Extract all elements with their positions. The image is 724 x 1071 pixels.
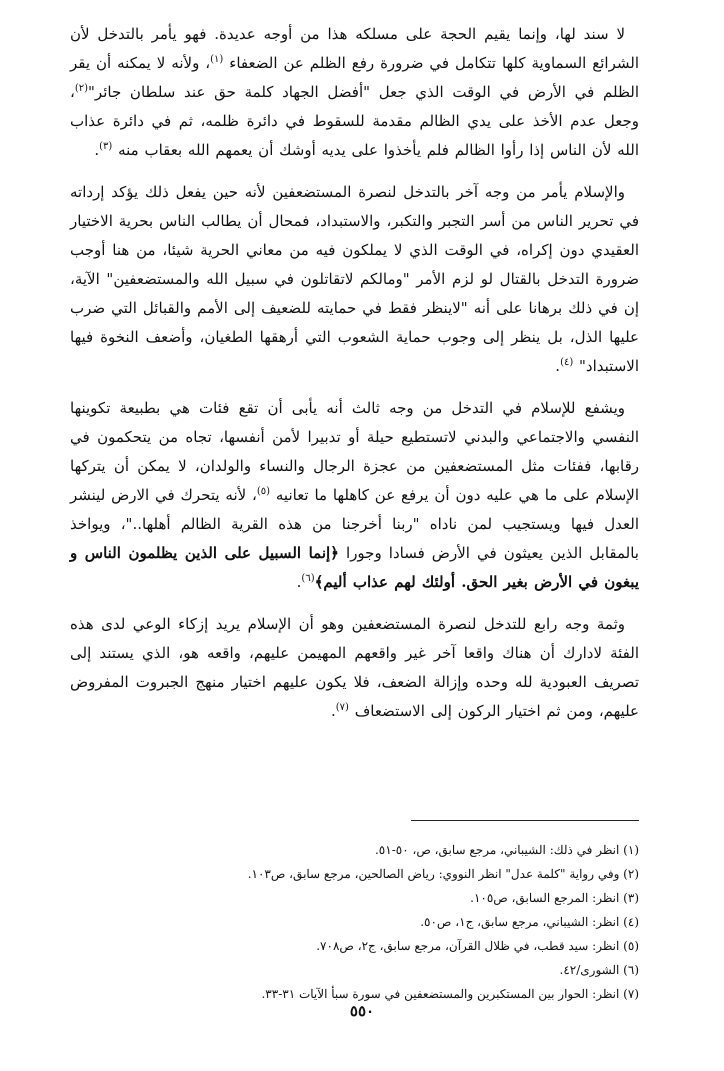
footnote-reference: (٥) <box>256 486 271 497</box>
quran-verse: ﴿إنما السبيل على الذين يظلمون الناس و يبغون في الأرض بغير الحق. أولئك لهم عذاب أليم﴾ <box>70 544 639 591</box>
main-text <box>70 20 639 726</box>
paragraph-text: . <box>330 702 336 720</box>
paragraph-text: . <box>94 141 100 159</box>
footnote-item: (١) انظر في ذلك: الشيباني، مرجع سابق، ص، ٥٠-٥١. <box>374 843 639 857</box>
footnote-reference: (٧) <box>335 702 349 713</box>
footnote-item: (٤) انظر: الشيباني، مرجع سابق، ج١، ص٥٠. <box>420 915 639 929</box>
paragraph-text: لا سند لها، وإنما يقيم الحجة على مسلكه هذا من أوجه عديدة. فهو يأمر بالتدخل لأن الشرائع السماوية كلها تتكامل في ضرورة رفع الظلم عن الضعفاء <box>70 25 639 72</box>
paragraph-text: والإسلام يأمر من وجه آخر بالتدخل لنصرة المستضعفين لأنه حين يفعل ذلك يؤكد إرداته في تحرير الناس من أسر التجبر والتكبر، والاستبداد، فمحال أن يطالب الناس بحرية الاختيار العقيدي دون إكراه، في الوقت الذي لا يملكون فيه من معاني الحرية شيئا، من هنا أوجب ضرورة التدخل بالقتال لو لزم الأمر "ومالكم لاتقاتلون في سبيل الله والمستضعفين" الآية، إن في ذلك برهانا على أنه "لاينظر فقط في حمايته للضعيف إلى الأمم والقبائل التي ضرب عليها الذل، بل ينظر إلى وجوب حماية الشعوب التي أرهقها الطغيان، وأضعف النخوة فيها الاستبداد" <box>70 183 640 375</box>
paragraph-text: ويشفع للإسلام في التدخل من وجه ثالث أنه يأبى أن تقع فئات هي بطبيعة تكوينها النفسي والاجتماعي والبدني لاتستطيع حيلة أو تدبيرا لأمن أنفسها، تجاه من يتحكمون في رقابها، ففئات مثل المستضعفين من عجزة الرجال والنساء والولدان، لا يمكن أن يتركها الإسلام على ما هي عليه دون أن يرفع عن كاهلها ما تعانيه <box>70 399 639 504</box>
footnote-item: (٦) الشورى/٤٢. <box>559 963 639 977</box>
footnote-item: (٥) انظر: سيد قطب، في ظلال القرآن، مرجع سابق، ج٢، ص٧٠٨. <box>316 939 639 953</box>
footnote-reference: (٣) <box>99 141 113 152</box>
paragraph <box>70 610 639 726</box>
paragraph <box>70 178 639 381</box>
footnote-reference: (٢) <box>74 83 89 94</box>
footnote-divider <box>411 820 639 821</box>
paragraph-text: . <box>555 357 561 375</box>
paragraph <box>70 20 639 165</box>
footnote-item: (٣) انظر: المرجع السابق، ص١٠٥. <box>470 891 639 905</box>
footnote-reference: (٤) <box>560 357 574 368</box>
footnote-reference: (١) <box>210 54 224 65</box>
page-number: ٥٥٠ <box>349 1002 375 1020</box>
footnote-reference: (٦) <box>301 573 315 584</box>
footnote-item: (٧) انظر: الحوار بين المستكبرين والمستضعفين في سورة سبأ الآيات ٣١-٣٣. <box>261 987 639 1001</box>
paragraph-text: . <box>296 573 302 591</box>
paragraph <box>70 394 639 597</box>
footnotes-list <box>80 838 639 1006</box>
paragraph-text: ، لأنه يتحرك في الارض لينشر العدل فيها ويستجيب لمن ناداه "ربنا أخرجنا من هذه القرية الظالم أهلها.."، ويواخذ بالمقابل الذين يعيثون في الأرض فسادا وجورا <box>70 486 639 562</box>
paragraph-text: وثمة وجه رابع للتدخل لنصرة المستضعفين وهو أن الإسلام يريد إزكاء الوعي لدى هذه الفئة لادارك أن هناك واقعا آخر غير واقعهم المهيمن عليهم، واقعه هو، الذي يستند إلى تصريف العبودية لله وحده وإزالة الضعف، فلا يكون عليهم اختيار منهج الجبروت المفروض عليهم، ومن ثم اختيار الركون إلى الاستضعاف <box>70 615 639 720</box>
footnote-item: (٢) وفي رواية "كلمة عدل" انظر النووي: رياض الصالحين، مرجع سابق، ص١٠٣. <box>247 867 639 881</box>
paragraph-text: ، وجعل عدم الأخذ على يدي الظالم مقدمة للسقوط في دائرة ظلمه، ثم في دائرة عذاب الله لأن الناس إذا رأوا الظالم فلم يأخذوا على يديه أوشك أن يعمهم الله بعقاب منه <box>70 83 639 159</box>
paragraph-text: ، ولأنه لا يمكنه أن يقر الظلم في الأرض في الوقت الذي جعل "أفضل الجهاد كلمة حق عند سلطان جائر" <box>70 54 639 101</box>
